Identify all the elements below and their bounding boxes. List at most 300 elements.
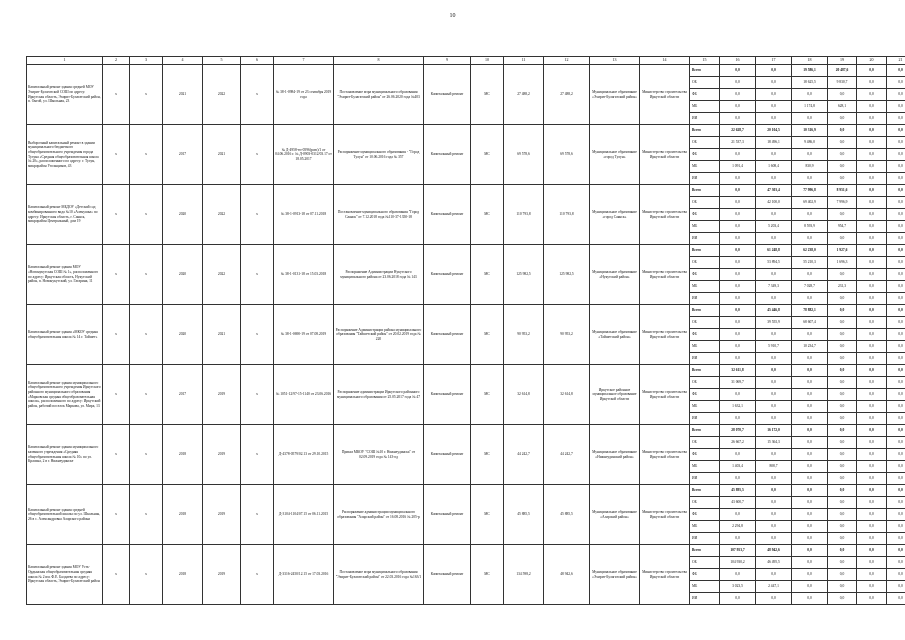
funding-value: 0,0: [887, 461, 905, 473]
funding-value: 0,0: [887, 305, 905, 317]
funding-value: 0,0: [857, 65, 887, 77]
funding-value: 77 996,8: [792, 185, 828, 197]
funding-value: 0,0: [792, 581, 828, 593]
col-6: x: [241, 365, 274, 425]
funding-value: 0,0: [887, 233, 905, 245]
work-type: Капитальный ремонт: [424, 245, 471, 305]
funding-value: 0,0: [828, 569, 857, 581]
funding-value: 830,9: [792, 161, 828, 173]
estimated-cost: 125 982,5: [504, 245, 544, 305]
funding-value: 0,0: [857, 557, 887, 569]
funding-value: 31 069,7: [720, 377, 756, 389]
funding-value: 3 023,5: [720, 581, 756, 593]
funding-value: 231,3: [828, 281, 857, 293]
funding-value: 954,7: [828, 221, 857, 233]
funding-value: 0,0: [887, 65, 905, 77]
remaining-cost: 125 982,5: [544, 245, 590, 305]
end-year: 2021: [203, 305, 241, 365]
funding-value: 0,0: [828, 341, 857, 353]
funding-value: 0,0: [887, 77, 905, 89]
funding-value: 0,0: [792, 293, 828, 305]
funding-value: 0,0: [887, 89, 905, 101]
funding-value: 0,0: [792, 269, 828, 281]
column-number: 17: [756, 57, 792, 65]
funding-value: 0,0: [828, 365, 857, 377]
unit: МС: [471, 185, 504, 245]
column-number: 21: [887, 57, 905, 65]
funding-value: 0,0: [720, 353, 756, 365]
funding-value: 0,0: [887, 485, 905, 497]
funding-value: 808,7: [756, 461, 792, 473]
customer: Иркутское районное муниципальное образование Иркутской области: [590, 365, 640, 425]
funding-value: 0,0: [887, 437, 905, 449]
funding-value: 0,0: [828, 89, 857, 101]
funding-source: МБ: [690, 101, 720, 113]
unit: МС: [471, 245, 504, 305]
funding-value: 0,0: [756, 209, 792, 221]
funding-source: ФБ: [690, 269, 720, 281]
work-type: Капитальный ремонт: [424, 425, 471, 485]
funding-value: 26 667,2: [720, 437, 756, 449]
funding-value: 0,0: [792, 425, 828, 437]
page-number: 10: [449, 13, 456, 19]
funding-source: МБ: [690, 461, 720, 473]
funding-value: 0,0: [720, 173, 756, 185]
col-3: x: [130, 125, 163, 185]
table-row: [27, 125, 905, 137]
funding-value: 7 028,7: [792, 281, 828, 293]
funding-source: Всего: [690, 545, 720, 557]
funding-value: 0,0: [720, 305, 756, 317]
funding-value: 0,0: [720, 341, 756, 353]
table-row: [27, 545, 905, 557]
funding-value: 20 104,5: [756, 125, 792, 137]
expertise-conclusion: № Д-4958-тп-0596(pcm)/1 от 04.06.2016 г. № Д-0903-0312/03.17 от 18.05.2017: [274, 125, 334, 185]
col-2: x: [103, 365, 130, 425]
funding-value: 0,0: [857, 389, 887, 401]
funding-value: 0,0: [828, 125, 857, 137]
column-number: 4: [163, 57, 203, 65]
funding-value: 0,0: [720, 185, 756, 197]
funding-value: 0,0: [828, 497, 857, 509]
funding-value: 0,0: [857, 281, 887, 293]
responsible-executor: Министерство строительства Иркутской области: [640, 305, 690, 365]
table-row: [27, 305, 905, 317]
funding-source: ФБ: [690, 449, 720, 461]
funding-value: 0,0: [756, 509, 792, 521]
funding-value: 0,0: [828, 557, 857, 569]
funding-source: Всего: [690, 365, 720, 377]
funding-value: 0,0: [756, 377, 792, 389]
column-number: 11: [504, 57, 544, 65]
funding-value: 0,0: [887, 557, 905, 569]
col-3: x: [130, 185, 163, 245]
funding-value: 0,0: [792, 377, 828, 389]
funding-value: 0,0: [887, 137, 905, 149]
funding-value: 0,0: [792, 569, 828, 581]
funding-value: 0,0: [792, 209, 828, 221]
funding-value: 0,0: [887, 173, 905, 185]
funding-value: 0,0: [887, 245, 905, 257]
decision-document: Распоряжение администрации муниципального образования "Аларский район" от 16.08.2016 № 205-р: [334, 485, 424, 545]
unit: МС: [471, 365, 504, 425]
col-2: x: [103, 545, 130, 605]
column-number-row: [27, 57, 905, 65]
funding-value: 0,0: [887, 329, 905, 341]
funding-source: ОБ: [690, 557, 720, 569]
funding-value: 0,0: [792, 149, 828, 161]
funding-value: 47 303,4: [756, 185, 792, 197]
funding-value: 7 349,3: [756, 281, 792, 293]
funding-value: 0,0: [756, 77, 792, 89]
funding-value: 0,0: [792, 365, 828, 377]
funding-value: 5 910,7: [756, 341, 792, 353]
funding-value: 1 174,8: [792, 101, 828, 113]
expertise-conclusion: Д-3104-1104/07.15 от 06.11.2015: [274, 485, 334, 545]
funding-value: 0,0: [857, 209, 887, 221]
funding-source: ОБ: [690, 497, 720, 509]
funding-source: МБ: [690, 581, 720, 593]
funding-value: 0,0: [756, 497, 792, 509]
expertise-conclusion: № 38-1-0913-18 от 07.11.2018: [274, 185, 334, 245]
expertise-conclusion: № 38-1-0690-19 от 07.08.2019: [274, 305, 334, 365]
table-row: [27, 485, 905, 497]
end-year: 2019: [203, 485, 241, 545]
col-6: x: [241, 185, 274, 245]
funding-value: 0,0: [756, 473, 792, 485]
end-year: 2022: [203, 245, 241, 305]
end-year: 2019: [203, 425, 241, 485]
col-2: x: [103, 245, 130, 305]
funding-value: 0,0: [887, 161, 905, 173]
funding-value: 0,0: [792, 473, 828, 485]
funding-value: 0,0: [857, 593, 887, 605]
customer: Муниципальное образование «Нукутский район»: [590, 245, 640, 305]
responsible-executor: Министерство строительства Иркутской области: [640, 125, 690, 185]
funding-value: 19 586,1: [792, 65, 828, 77]
funding-value: 0,0: [792, 437, 828, 449]
start-year: 2018: [163, 485, 203, 545]
col-2: x: [103, 185, 130, 245]
remaining-cost: 27 488,2: [544, 65, 590, 125]
funding-value: 0,0: [857, 149, 887, 161]
column-number: 14: [640, 57, 690, 65]
start-year: 2017: [163, 125, 203, 185]
funding-value: 0,0: [857, 521, 887, 533]
funding-value: 0,0: [828, 521, 857, 533]
funding-value: 0,0: [720, 473, 756, 485]
col-6: x: [241, 125, 274, 185]
funding-value: 0,0: [720, 257, 756, 269]
funding-source: ИИ: [690, 593, 720, 605]
decision-document: Распоряжение Администрации района муниципального образования "Тайшетский район" от 20.02.2019 года № 220: [334, 305, 424, 365]
funding-value: 0,0: [828, 209, 857, 221]
funding-source: МБ: [690, 281, 720, 293]
funding-value: 0,0: [792, 173, 828, 185]
funding-source: Всего: [690, 125, 720, 137]
funding-value: 0,0: [887, 101, 905, 113]
funding-value: 0,0: [887, 593, 905, 605]
funding-value: 0,0: [720, 77, 756, 89]
funding-value: 0,0: [828, 149, 857, 161]
estimated-cost: 32 614,8: [504, 365, 544, 425]
remaining-cost: 90 953,2: [544, 305, 590, 365]
column-number: 13: [590, 57, 640, 65]
decision-document: Постановление муниципального образования "Город Саянск" от 7.12.2018 года №110-37-1350-18: [334, 185, 424, 245]
funding-value: 0,0: [857, 113, 887, 125]
end-year: 2022: [203, 65, 241, 125]
funding-value: 0,0: [887, 425, 905, 437]
funding-value: 0,0: [887, 401, 905, 413]
customer: Муниципальное образование «Эхирит-Булагатский район»: [590, 545, 640, 605]
funding-value: 18 625,5: [792, 77, 828, 89]
funding-value: 0,0: [792, 521, 828, 533]
funding-source: ОБ: [690, 317, 720, 329]
customer: Муниципальное образование «Эхирит-Булагатский район»: [590, 65, 640, 125]
funding-value: 0,0: [857, 293, 887, 305]
funding-value: 0,0: [857, 461, 887, 473]
funding-value: 628,1: [828, 101, 857, 113]
funding-value: 55 210,3: [792, 257, 828, 269]
responsible-executor: Министерство строительства Иркутской области: [640, 545, 690, 605]
remaining-cost: 32 614,8: [544, 365, 590, 425]
start-year: 2020: [163, 305, 203, 365]
column-number: 10: [471, 57, 504, 65]
funding-value: 61 248,8: [756, 245, 792, 257]
project-name: Капитальный ремонт здания МОУ Усть-Ордынская общеобразовательная средняя школа № 2 им. Ф.Е. Балдаева по адресу: Иркутская область, Эхирит-Булагатский район: [27, 545, 103, 605]
funding-value: 0,0: [720, 413, 756, 425]
funding-value: 0,0: [857, 341, 887, 353]
funding-value: 0,0: [828, 401, 857, 413]
funding-value: 0,0: [756, 353, 792, 365]
work-type: Капитальный ремонт: [424, 485, 471, 545]
funding-value: 1 696,3: [828, 257, 857, 269]
column-number: 19: [828, 57, 857, 65]
funding-source: ФБ: [690, 89, 720, 101]
funding-value: 0,0: [792, 497, 828, 509]
funding-value: 0,0: [792, 545, 828, 557]
estimated-cost: 27 488,2: [504, 65, 544, 125]
funding-source: ФБ: [690, 569, 720, 581]
funding-value: 0,0: [720, 281, 756, 293]
funding-value: 45 895,5: [720, 485, 756, 497]
work-type: Капитальный ремонт: [424, 365, 471, 425]
funding-value: 8 951,6: [828, 185, 857, 197]
funding-value: 0,0: [857, 161, 887, 173]
funding-value: 0,0: [828, 113, 857, 125]
funding-value: 0,0: [720, 113, 756, 125]
funding-source: ФБ: [690, 209, 720, 221]
funding-value: 0,0: [720, 293, 756, 305]
estimated-cost: 134 598,2: [504, 545, 544, 605]
customer: Муниципальное образование «Тайшетский район»: [590, 305, 640, 365]
funding-source: ОБ: [690, 257, 720, 269]
funding-value: 62 238,0: [792, 245, 828, 257]
funding-value: 0,0: [828, 473, 857, 485]
funding-source: ИИ: [690, 353, 720, 365]
project-name: Капитальный ремонт здания муниципального общеобразовательного учреждения Иркутского районного муниципального образования «Марковская средняя общеобразовательная школа», расположенного по адресу: Иркутский район, рабочий поселок Маркова, ул. Мира, 13: [27, 365, 103, 425]
funding-value: 0,0: [828, 317, 857, 329]
funding-value: 0,0: [857, 197, 887, 209]
funding-value: 0,0: [828, 461, 857, 473]
funding-value: 0,0: [756, 65, 792, 77]
expertise-conclusion: Д-3316-2450/12.15 от 17.03.2016: [274, 545, 334, 605]
funding-value: 0,0: [857, 101, 887, 113]
funding-value: 0,0: [756, 401, 792, 413]
funding-value: 7 996,9: [828, 197, 857, 209]
end-year: 2021: [203, 125, 241, 185]
start-year: 2021: [163, 65, 203, 125]
funding-source: МБ: [690, 221, 720, 233]
funding-value: 0,0: [720, 197, 756, 209]
funding-value: 1 927,6: [828, 245, 857, 257]
col-2: x: [103, 305, 130, 365]
funding-value: 0,0: [887, 113, 905, 125]
funding-value: 104 930,2: [720, 557, 756, 569]
customer: Муниципальное образование «Нижнеудинский район»: [590, 425, 640, 485]
remaining-cost: 45 885,5: [544, 485, 590, 545]
funding-value: 0,0: [857, 305, 887, 317]
funding-source: ИИ: [690, 233, 720, 245]
funding-value: 0,0: [857, 317, 887, 329]
funding-value: 0,0: [756, 329, 792, 341]
funding-value: 0,0: [828, 137, 857, 149]
funding-value: 0,0: [857, 233, 887, 245]
project-name: Выборочный капитальный ремонт в здании муниципального бюджетного общеобразовательного учреждения города Тулуна «Средняя общеобразовательная школа № 20», расположенного по адресу: г. Тулун, микрорайон Угольщиков, 43: [27, 125, 103, 185]
table-row: [27, 185, 905, 197]
column-number: 18: [792, 57, 828, 65]
expertise-conclusion: № 1051-12/97-15-1140 от 23.06.2016: [274, 365, 334, 425]
project-name: Капитальный ремонт здания МОУ «Новонукутская СОШ № 1», расположенного по адресу: Иркутская область, Нукутский район, п. Новонукутский, ул. Гагарина, 11: [27, 245, 103, 305]
funding-value: 0,0: [828, 425, 857, 437]
col-6: x: [241, 485, 274, 545]
expertise-conclusion: Д-4378-0579/02.13 от 29.10.2015: [274, 425, 334, 485]
col-6: x: [241, 545, 274, 605]
funding-value: 0,0: [828, 161, 857, 173]
funding-value: 0,0: [857, 473, 887, 485]
funding-value: 0,0: [857, 425, 887, 437]
funding-value: 0,0: [756, 365, 792, 377]
funding-value: 0,0: [756, 149, 792, 161]
funding-value: 5 203,4: [756, 221, 792, 233]
start-year: 2020: [163, 185, 203, 245]
column-number: 1: [27, 57, 103, 65]
estimated-cost: 69 578,6: [504, 125, 544, 185]
funding-value: 0,0: [828, 509, 857, 521]
column-number: 2: [103, 57, 130, 65]
col-3: x: [130, 545, 163, 605]
decision-document: Распоряжение Администрации Нукутского муниципального района от 23.06.2018 года № 143: [334, 245, 424, 305]
column-number: 12: [544, 57, 590, 65]
column-number: 20: [857, 57, 887, 65]
funding-value: 0,0: [828, 173, 857, 185]
funding-value: 0,0: [857, 509, 887, 521]
funding-value: 0,0: [828, 413, 857, 425]
funding-source: ФБ: [690, 329, 720, 341]
funding-value: 0,0: [887, 185, 905, 197]
funding-value: 0,0: [828, 329, 857, 341]
funding-value: 0,0: [792, 413, 828, 425]
funding-value: 0,0: [792, 557, 828, 569]
funding-value: 0,0: [887, 365, 905, 377]
col-3: x: [130, 485, 163, 545]
col-3: x: [130, 65, 163, 125]
unit: МС: [471, 485, 504, 545]
funding-value: 0,0: [887, 569, 905, 581]
funding-source: Всего: [690, 245, 720, 257]
remaining-cost: 69 578,6: [544, 125, 590, 185]
funding-value: 0,0: [792, 485, 828, 497]
funding-value: 0,0: [756, 521, 792, 533]
funding-value: 0,0: [857, 185, 887, 197]
funding-source: Всего: [690, 65, 720, 77]
table-row: [27, 65, 905, 77]
funding-value: 0,0: [792, 113, 828, 125]
funding-source: ФБ: [690, 509, 720, 521]
project-name: Капитальный ремонт здания муниципального казенного учреждения «Средняя общеобразовательная школа № 10» по ул. Красина, 2 в г. Нижнеудинске: [27, 425, 103, 485]
funding-value: 0,0: [857, 77, 887, 89]
funding-value: 0,0: [857, 449, 887, 461]
funding-value: 0,0: [887, 353, 905, 365]
funding-value: 0,0: [720, 149, 756, 161]
funding-value: 0,0: [756, 413, 792, 425]
unit: МС: [471, 545, 504, 605]
funding-value: 43 600,7: [720, 497, 756, 509]
funding-value: 0,0: [887, 389, 905, 401]
funding-value: 2 294,8: [720, 521, 756, 533]
customer: Муниципальное образование «Аларский район»: [590, 485, 640, 545]
funding-value: 78 882,1: [792, 305, 828, 317]
funding-source: ИИ: [690, 173, 720, 185]
funding-value: 0,0: [720, 209, 756, 221]
funding-value: 0,0: [887, 281, 905, 293]
funding-value: 0,0: [857, 533, 887, 545]
work-type: Капитальный ремонт: [424, 125, 471, 185]
responsible-executor: Министерство строительства Иркутской области: [640, 245, 690, 305]
col-3: x: [130, 425, 163, 485]
funding-value: 0,0: [857, 137, 887, 149]
funding-value: 18 496,1: [756, 137, 792, 149]
funding-value: 0,0: [720, 317, 756, 329]
funding-value: 0,0: [887, 293, 905, 305]
start-year: 2018: [163, 425, 203, 485]
funding-source: ИИ: [690, 293, 720, 305]
end-year: 2022: [203, 185, 241, 245]
work-type: Капитальный ремонт: [424, 65, 471, 125]
unit: МС: [471, 425, 504, 485]
funding-value: 0,0: [857, 401, 887, 413]
table-row: [27, 245, 905, 257]
funding-source: Всего: [690, 485, 720, 497]
responsible-executor: Министерство строительства Иркутской области: [640, 485, 690, 545]
decision-document: Постановление мэра муниципального образования "Эхирит-Булагатский район" от 26.06.2020 года №403: [334, 65, 424, 125]
column-number: 9: [424, 57, 471, 65]
funding-value: 0,0: [720, 509, 756, 521]
funding-value: 0,0: [792, 449, 828, 461]
funding-value: 39 555,9: [756, 317, 792, 329]
funding-value: 68 607,4: [792, 317, 828, 329]
funding-value: 0,0: [792, 89, 828, 101]
funding-value: 0,0: [756, 269, 792, 281]
funding-source: ОБ: [690, 77, 720, 89]
funding-value: 0,0: [857, 353, 887, 365]
funding-value: 0,0: [828, 437, 857, 449]
funding-value: 45 446,8: [756, 305, 792, 317]
decision-document: Распоряжение администрации Иркутского районного муниципального образования от 25.05.2017 года № 47: [334, 365, 424, 425]
col-2: x: [103, 65, 130, 125]
funding-value: 0,0: [828, 377, 857, 389]
funding-value: 0,0: [828, 581, 857, 593]
